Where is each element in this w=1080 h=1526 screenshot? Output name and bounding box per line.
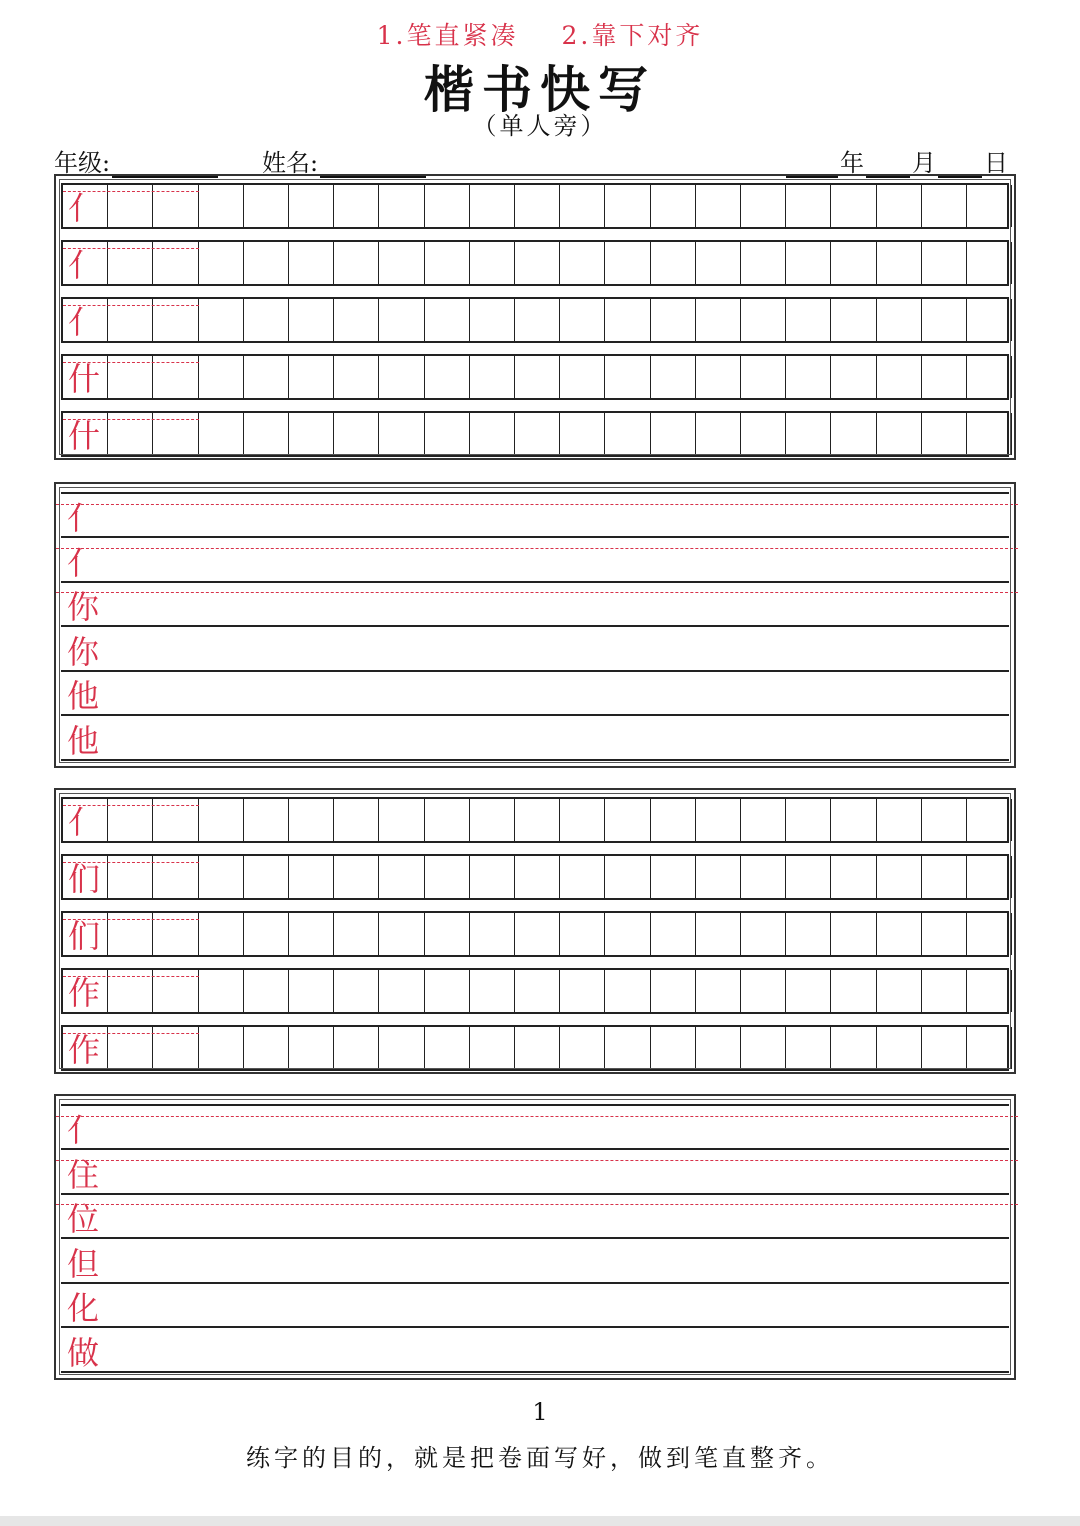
writing-cell[interactable]: [922, 185, 967, 227]
writing-cell[interactable]: [741, 970, 786, 1012]
writing-cell[interactable]: [334, 185, 379, 227]
writing-cell[interactable]: [379, 856, 424, 898]
writing-cell[interactable]: [515, 799, 560, 841]
writing-cell[interactable]: [922, 856, 967, 898]
writing-cell[interactable]: [515, 242, 560, 284]
writing-cell[interactable]: [877, 413, 922, 455]
writing-cell[interactable]: [289, 356, 334, 398]
writing-cell[interactable]: [605, 299, 650, 341]
writing-cell[interactable]: [470, 913, 515, 955]
writing-cell[interactable]: [560, 299, 605, 341]
writing-cell[interactable]: [334, 970, 379, 1012]
writing-cell[interactable]: [831, 242, 876, 284]
writing-cell[interactable]: [244, 299, 289, 341]
lined-row[interactable]: [61, 539, 1009, 583]
writing-cell[interactable]: [289, 413, 334, 455]
model-character: 亻: [67, 499, 100, 537]
model-character: 亻: [68, 189, 101, 227]
grid-row: [61, 911, 1009, 957]
writing-cell[interactable]: [515, 1027, 560, 1069]
writing-cell[interactable]: [741, 185, 786, 227]
model-character: 做: [67, 1333, 100, 1372]
writing-cell[interactable]: [560, 970, 605, 1012]
writing-cell[interactable]: [741, 913, 786, 955]
writing-cell[interactable]: [470, 799, 515, 841]
writing-cell[interactable]: [470, 970, 515, 1012]
writing-cell[interactable]: [605, 356, 650, 398]
model-character: 作: [68, 974, 101, 1012]
date-field: [784, 143, 1008, 178]
writing-cell[interactable]: [967, 242, 1012, 284]
grid-section: [54, 174, 1016, 460]
writing-cell[interactable]: [470, 299, 515, 341]
writing-cell[interactable]: [425, 356, 470, 398]
writing-cell[interactable]: [922, 242, 967, 284]
writing-cell[interactable]: [244, 799, 289, 841]
writing-cell[interactable]: [651, 242, 696, 284]
writing-cell[interactable]: [560, 799, 605, 841]
writing-cell[interactable]: [605, 970, 650, 1012]
model-character: 什: [68, 417, 101, 455]
writing-cell[interactable]: [199, 299, 244, 341]
writing-cell[interactable]: [470, 242, 515, 284]
writing-cell[interactable]: [605, 413, 650, 455]
writing-cell[interactable]: [470, 856, 515, 898]
tips-line: [0, 16, 1080, 52]
writing-cell[interactable]: [967, 970, 1012, 1012]
lined-row[interactable]: [61, 1106, 1009, 1150]
writing-cell[interactable]: [967, 185, 1012, 227]
writing-cell[interactable]: [831, 299, 876, 341]
writing-cell[interactable]: [741, 799, 786, 841]
grade-field: [54, 143, 220, 178]
baseline: [61, 1371, 1009, 1373]
writing-cell[interactable]: [515, 970, 560, 1012]
writing-cell[interactable]: [334, 913, 379, 955]
model-character: 你: [67, 632, 100, 671]
writing-cell[interactable]: [515, 185, 560, 227]
writing-cell[interactable]: [877, 970, 922, 1012]
writing-cell[interactable]: [199, 413, 244, 455]
writing-cell[interactable]: [334, 299, 379, 341]
page-title: 楷书快写: [424, 60, 656, 119]
writing-cell[interactable]: [244, 356, 289, 398]
writing-cell[interactable]: [786, 1027, 831, 1069]
model-character: 什: [68, 360, 101, 398]
writing-cell[interactable]: [605, 242, 650, 284]
writing-cell[interactable]: [199, 1027, 244, 1069]
writing-cell[interactable]: [560, 1027, 605, 1069]
writing-cell[interactable]: [199, 356, 244, 398]
writing-cell[interactable]: [199, 185, 244, 227]
writing-cell[interactable]: [199, 799, 244, 841]
writing-cell[interactable]: [877, 856, 922, 898]
writing-cell[interactable]: [877, 799, 922, 841]
model-character: 你: [67, 588, 100, 626]
writing-cell[interactable]: [379, 799, 424, 841]
lined-row[interactable]: [61, 583, 1009, 627]
writing-cell[interactable]: [877, 299, 922, 341]
model-character: 位: [67, 1200, 100, 1238]
month-label: 月: [912, 149, 936, 177]
writing-cell[interactable]: [560, 356, 605, 398]
writing-cell[interactable]: [696, 299, 741, 341]
lined-row[interactable]: [61, 1195, 1009, 1239]
writing-cell[interactable]: [244, 913, 289, 955]
model-character: 亻: [68, 803, 101, 841]
writing-cell[interactable]: [379, 1027, 424, 1069]
model-character: 们: [68, 917, 101, 955]
model-character: 他: [67, 721, 100, 760]
writing-cell[interactable]: [967, 299, 1012, 341]
writing-cell[interactable]: [425, 1027, 470, 1069]
writing-cell[interactable]: [741, 242, 786, 284]
writing-cell[interactable]: [199, 913, 244, 955]
model-character: 们: [68, 860, 101, 898]
writing-cell[interactable]: [651, 913, 696, 955]
writing-cell[interactable]: [334, 856, 379, 898]
writing-cell[interactable]: [696, 185, 741, 227]
model-character: 亻: [67, 1111, 100, 1149]
writing-cell[interactable]: [470, 1027, 515, 1069]
writing-cell[interactable]: [289, 185, 334, 227]
writing-cell[interactable]: [199, 856, 244, 898]
lined-row[interactable]: [61, 494, 1009, 538]
writing-cell[interactable]: [922, 356, 967, 398]
writing-cell[interactable]: [425, 970, 470, 1012]
writing-cell[interactable]: [334, 413, 379, 455]
writing-cell[interactable]: [515, 913, 560, 955]
lined-row[interactable]: [61, 1284, 1009, 1328]
writing-cell[interactable]: [651, 1027, 696, 1069]
writing-cell[interactable]: [470, 356, 515, 398]
writing-cell[interactable]: [605, 913, 650, 955]
writing-cell[interactable]: [967, 856, 1012, 898]
writing-cell[interactable]: [741, 856, 786, 898]
writing-cell[interactable]: [199, 970, 244, 1012]
grid-section: [54, 788, 1016, 1074]
model-character: 但: [67, 1244, 100, 1283]
writing-cell[interactable]: [379, 913, 424, 955]
writing-cell[interactable]: [696, 1027, 741, 1069]
writing-cell[interactable]: [425, 242, 470, 284]
writing-cell[interactable]: [831, 856, 876, 898]
writing-cell[interactable]: [560, 242, 605, 284]
writing-cell[interactable]: [786, 970, 831, 1012]
writing-cell[interactable]: [786, 799, 831, 841]
lined-row[interactable]: [61, 717, 1009, 761]
writing-cell[interactable]: [786, 913, 831, 955]
model-character: 亻: [67, 543, 100, 582]
writing-cell[interactable]: [831, 913, 876, 955]
writing-cell[interactable]: [289, 856, 334, 898]
writing-cell[interactable]: [696, 913, 741, 955]
page-number: 1: [532, 1398, 548, 1426]
writing-cell[interactable]: [605, 799, 650, 841]
writing-cell[interactable]: [244, 413, 289, 455]
writing-cell[interactable]: [515, 356, 560, 398]
writing-cell[interactable]: [696, 970, 741, 1012]
writing-cell[interactable]: [605, 856, 650, 898]
grid-row: [61, 240, 1009, 286]
writing-cell[interactable]: [877, 356, 922, 398]
writing-cell[interactable]: [379, 413, 424, 455]
writing-cell[interactable]: [922, 299, 967, 341]
lined-section: [54, 1094, 1016, 1380]
writing-cell[interactable]: [379, 356, 424, 398]
writing-cell[interactable]: [379, 299, 424, 341]
writing-cell[interactable]: [922, 1027, 967, 1069]
writing-cell[interactable]: [786, 356, 831, 398]
baseline: [61, 759, 1009, 761]
model-character: 他: [67, 677, 100, 715]
writing-cell[interactable]: [877, 1027, 922, 1069]
writing-cell[interactable]: [425, 913, 470, 955]
writing-cell[interactable]: [470, 185, 515, 227]
grid-row: [61, 1025, 1009, 1071]
writing-cell[interactable]: [967, 799, 1012, 841]
writing-cell[interactable]: [877, 185, 922, 227]
writing-cell[interactable]: [651, 856, 696, 898]
writing-cell[interactable]: [334, 242, 379, 284]
writing-cell[interactable]: [922, 413, 967, 455]
writing-cell[interactable]: [922, 799, 967, 841]
model-character: 化: [67, 1289, 100, 1327]
writing-cell[interactable]: [244, 1027, 289, 1069]
grid-row: [61, 297, 1009, 343]
writing-cell[interactable]: [515, 856, 560, 898]
lined-row[interactable]: [61, 1329, 1009, 1373]
model-character: 住: [67, 1155, 100, 1194]
writing-cell[interactable]: [515, 299, 560, 341]
writing-cell[interactable]: [560, 413, 605, 455]
writing-cell[interactable]: [560, 856, 605, 898]
tip-2: 2.靠下对齐: [561, 21, 704, 50]
writing-cell[interactable]: [831, 413, 876, 455]
writing-cell[interactable]: [334, 1027, 379, 1069]
grid-row: [61, 854, 1009, 900]
writing-cell[interactable]: [741, 413, 786, 455]
writing-cell[interactable]: [877, 913, 922, 955]
model-character: 亻: [68, 303, 101, 341]
writing-cell[interactable]: [334, 356, 379, 398]
writing-cell[interactable]: [696, 413, 741, 455]
writing-cell[interactable]: [651, 299, 696, 341]
writing-cell[interactable]: [967, 913, 1012, 955]
writing-cell[interactable]: [741, 1027, 786, 1069]
name-label: 姓名:: [262, 149, 319, 177]
lined-section: [54, 482, 1016, 768]
grid-row: [61, 354, 1009, 400]
writing-cell[interactable]: [651, 799, 696, 841]
writing-cell[interactable]: [425, 299, 470, 341]
writing-cell[interactable]: [515, 413, 560, 455]
writing-cell[interactable]: [877, 242, 922, 284]
writing-cell[interactable]: [696, 242, 741, 284]
writing-cell[interactable]: [425, 413, 470, 455]
writing-cell[interactable]: [786, 185, 831, 227]
lined-row[interactable]: [61, 1151, 1009, 1195]
writing-cell[interactable]: [425, 185, 470, 227]
writing-cell[interactable]: [199, 242, 244, 284]
writing-cell[interactable]: [786, 856, 831, 898]
writing-cell[interactable]: [289, 970, 334, 1012]
writing-cell[interactable]: [831, 356, 876, 398]
writing-cell[interactable]: [289, 1027, 334, 1069]
writing-cell[interactable]: [244, 185, 289, 227]
writing-cell[interactable]: [425, 856, 470, 898]
day-label: 日: [984, 149, 1008, 177]
writing-cell[interactable]: [831, 1027, 876, 1069]
writing-cell[interactable]: [967, 413, 1012, 455]
writing-cell[interactable]: [831, 970, 876, 1012]
writing-cell[interactable]: [560, 185, 605, 227]
grid-row: [61, 183, 1009, 229]
lined-row[interactable]: [61, 628, 1009, 672]
grade-label: 年级:: [54, 149, 111, 177]
writing-cell[interactable]: [651, 413, 696, 455]
writing-cell[interactable]: [289, 799, 334, 841]
grid-row: [61, 411, 1009, 457]
writing-cell[interactable]: [379, 970, 424, 1012]
tip-1: 1.笔直紧凑: [376, 21, 519, 50]
writing-cell[interactable]: [651, 185, 696, 227]
writing-cell[interactable]: [379, 242, 424, 284]
writing-cell[interactable]: [831, 799, 876, 841]
writing-cell[interactable]: [922, 913, 967, 955]
footer-motto: 练字的目的，就是把卷面写好，做到笔直整齐。: [246, 1444, 834, 1472]
writing-cell[interactable]: [786, 242, 831, 284]
writing-cell[interactable]: [922, 970, 967, 1012]
page-subtitle: （单人旁）: [472, 112, 608, 140]
writing-cell[interactable]: [244, 970, 289, 1012]
model-character: 作: [68, 1031, 101, 1069]
writing-cell[interactable]: [605, 185, 650, 227]
writing-cell[interactable]: [379, 185, 424, 227]
grid-row: [61, 968, 1009, 1014]
writing-cell[interactable]: [741, 299, 786, 341]
writing-cell[interactable]: [289, 242, 334, 284]
writing-cell[interactable]: [696, 856, 741, 898]
writing-cell[interactable]: [967, 1027, 1012, 1069]
writing-cell[interactable]: [651, 970, 696, 1012]
writing-cell[interactable]: [696, 356, 741, 398]
writing-cell[interactable]: [244, 242, 289, 284]
bottom-bar: [0, 1516, 1080, 1526]
grid-row: [61, 797, 1009, 843]
writing-cell[interactable]: [560, 913, 605, 955]
writing-cell[interactable]: [244, 856, 289, 898]
writing-cell[interactable]: [425, 799, 470, 841]
writing-cell[interactable]: [470, 413, 515, 455]
writing-cell[interactable]: [605, 1027, 650, 1069]
writing-cell[interactable]: [289, 299, 334, 341]
lined-row[interactable]: [61, 1240, 1009, 1284]
writing-cell[interactable]: [651, 356, 696, 398]
writing-cell[interactable]: [696, 799, 741, 841]
model-character: 亻: [68, 246, 101, 284]
lined-row[interactable]: [61, 672, 1009, 716]
writing-cell[interactable]: [967, 356, 1012, 398]
writing-cell[interactable]: [786, 413, 831, 455]
name-field: [262, 143, 428, 178]
writing-cell[interactable]: [289, 913, 334, 955]
writing-cell[interactable]: [786, 299, 831, 341]
writing-cell[interactable]: [831, 185, 876, 227]
writing-cell[interactable]: [334, 799, 379, 841]
year-label: 年: [840, 149, 864, 177]
writing-cell[interactable]: [741, 356, 786, 398]
